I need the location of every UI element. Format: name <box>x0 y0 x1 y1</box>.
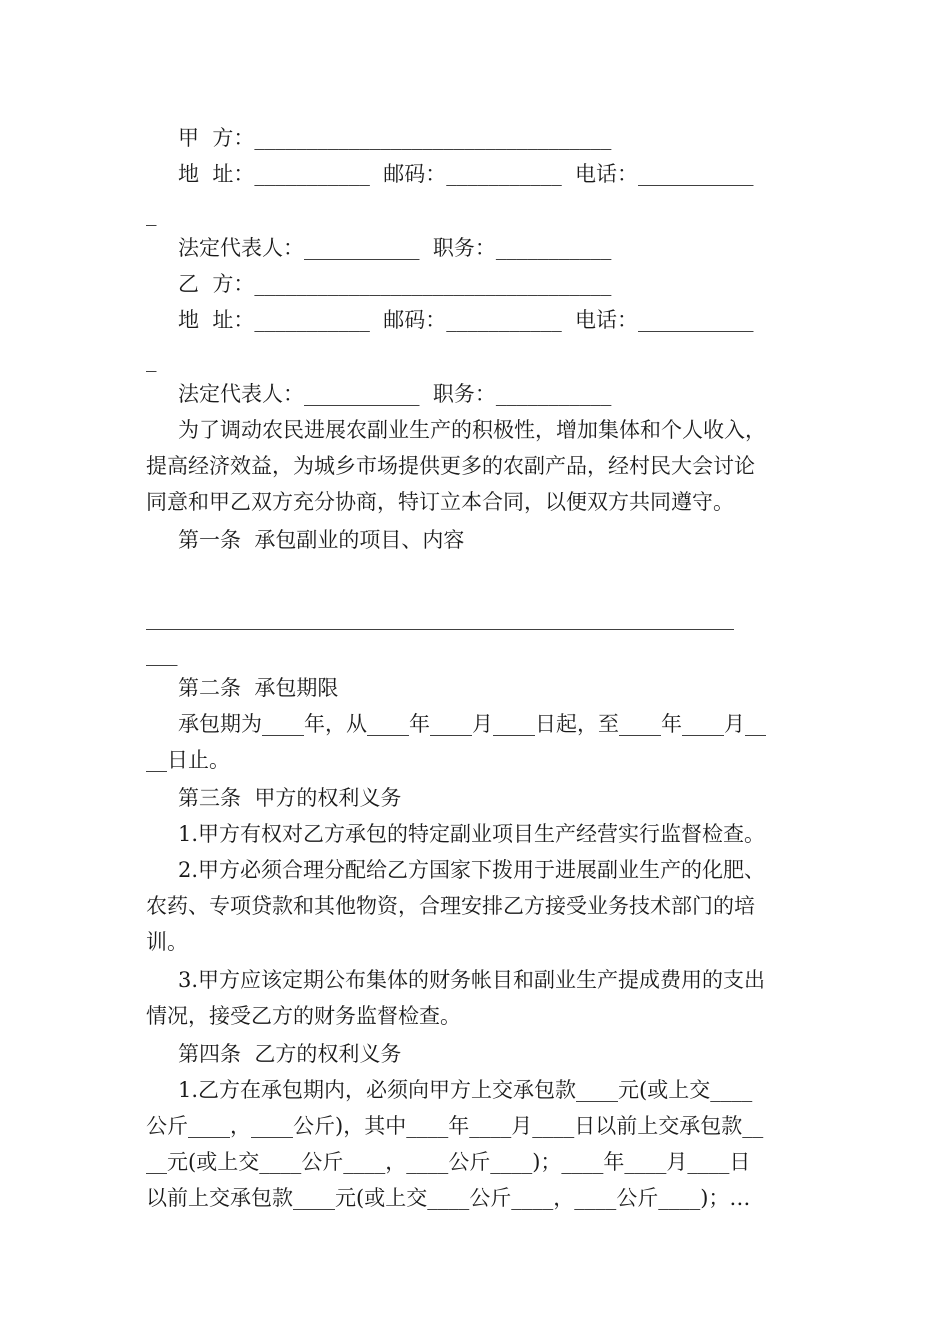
article-2-text: __日止。 <box>146 748 230 772</box>
party-a-representative-line: 法定代表人：___________ 职务：___________ <box>178 236 612 260</box>
preamble-line: 同意和甲乙双方充分协商，特订立本合同，以便双方共同遵守。 <box>146 490 734 514</box>
article-3-clause-1: 1.甲方有权对乙方承包的特定副业项目生产经营实行监督检查。 <box>178 822 766 846</box>
article-3-clause-3: 3.甲方应该定期公布集体的财务帐目和副业生产提成费用的支出 <box>178 968 766 992</box>
party-b-address-line: 地 址：___________ 邮码：___________ 电话：___________ <box>178 308 754 332</box>
preamble-line: 提高经济效益，为城乡市场提供更多的农副产品，经村民大会讨论 <box>146 454 755 478</box>
article-1-blank-line: ___ <box>146 642 178 666</box>
article-4-clause-1: 以前上交承包款____元(或上交____公斤____，____公斤____)；… <box>146 1186 751 1210</box>
party-b-address-wrap: _ <box>146 348 157 372</box>
article-1-heading: 第一条 承包副业的项目、内容 <box>178 528 465 552</box>
party-a-address-line: 地 址：___________ 邮码：___________ 电话：___________ <box>178 162 754 186</box>
party-a-address-wrap: _ <box>146 202 157 226</box>
article-2-heading: 第二条 承包期限 <box>178 676 339 700</box>
article-4-heading: 第四条 乙方的权利义务 <box>178 1042 402 1066</box>
party-a-name-line: 甲 方：__________________________________ <box>178 126 612 150</box>
article-3-heading: 第三条 甲方的权利义务 <box>178 786 402 810</box>
preamble-line: 为了调动农民进展农副业生产的积极性，增加集体和个人收入， <box>178 418 766 442</box>
article-2-text: 承包期为____年，从____年____月____日起，至____年____月__ <box>178 712 766 736</box>
article-4-clause-1: 公斤____，____公斤)，其中____年____月____日以前上交承包款__ <box>146 1114 764 1138</box>
article-1-blank-line: ________________________________________________________ <box>146 606 734 630</box>
article-3-clause-2: 农药、专项贷款和其他物资，合理安排乙方接受业务技术部门的培 <box>146 894 755 918</box>
article-3-clause-2: 训。 <box>146 930 188 954</box>
article-4-clause-1: 1.乙方在承包期内，必须向甲方上交承包款____元(或上交____ <box>178 1078 753 1102</box>
article-4-clause-1: __元(或上交____公斤____，____公斤____)；____年____月____日 <box>146 1150 751 1174</box>
article-3-clause-2: 2.甲方必须合理分配给乙方国家下拨用于进展副业生产的化肥、 <box>178 858 766 882</box>
party-b-name-line: 乙 方：__________________________________ <box>178 272 612 296</box>
party-b-representative-line: 法定代表人：___________ 职务：___________ <box>178 382 612 406</box>
article-3-clause-3: 情况，接受乙方的财务监督检查。 <box>146 1004 461 1028</box>
